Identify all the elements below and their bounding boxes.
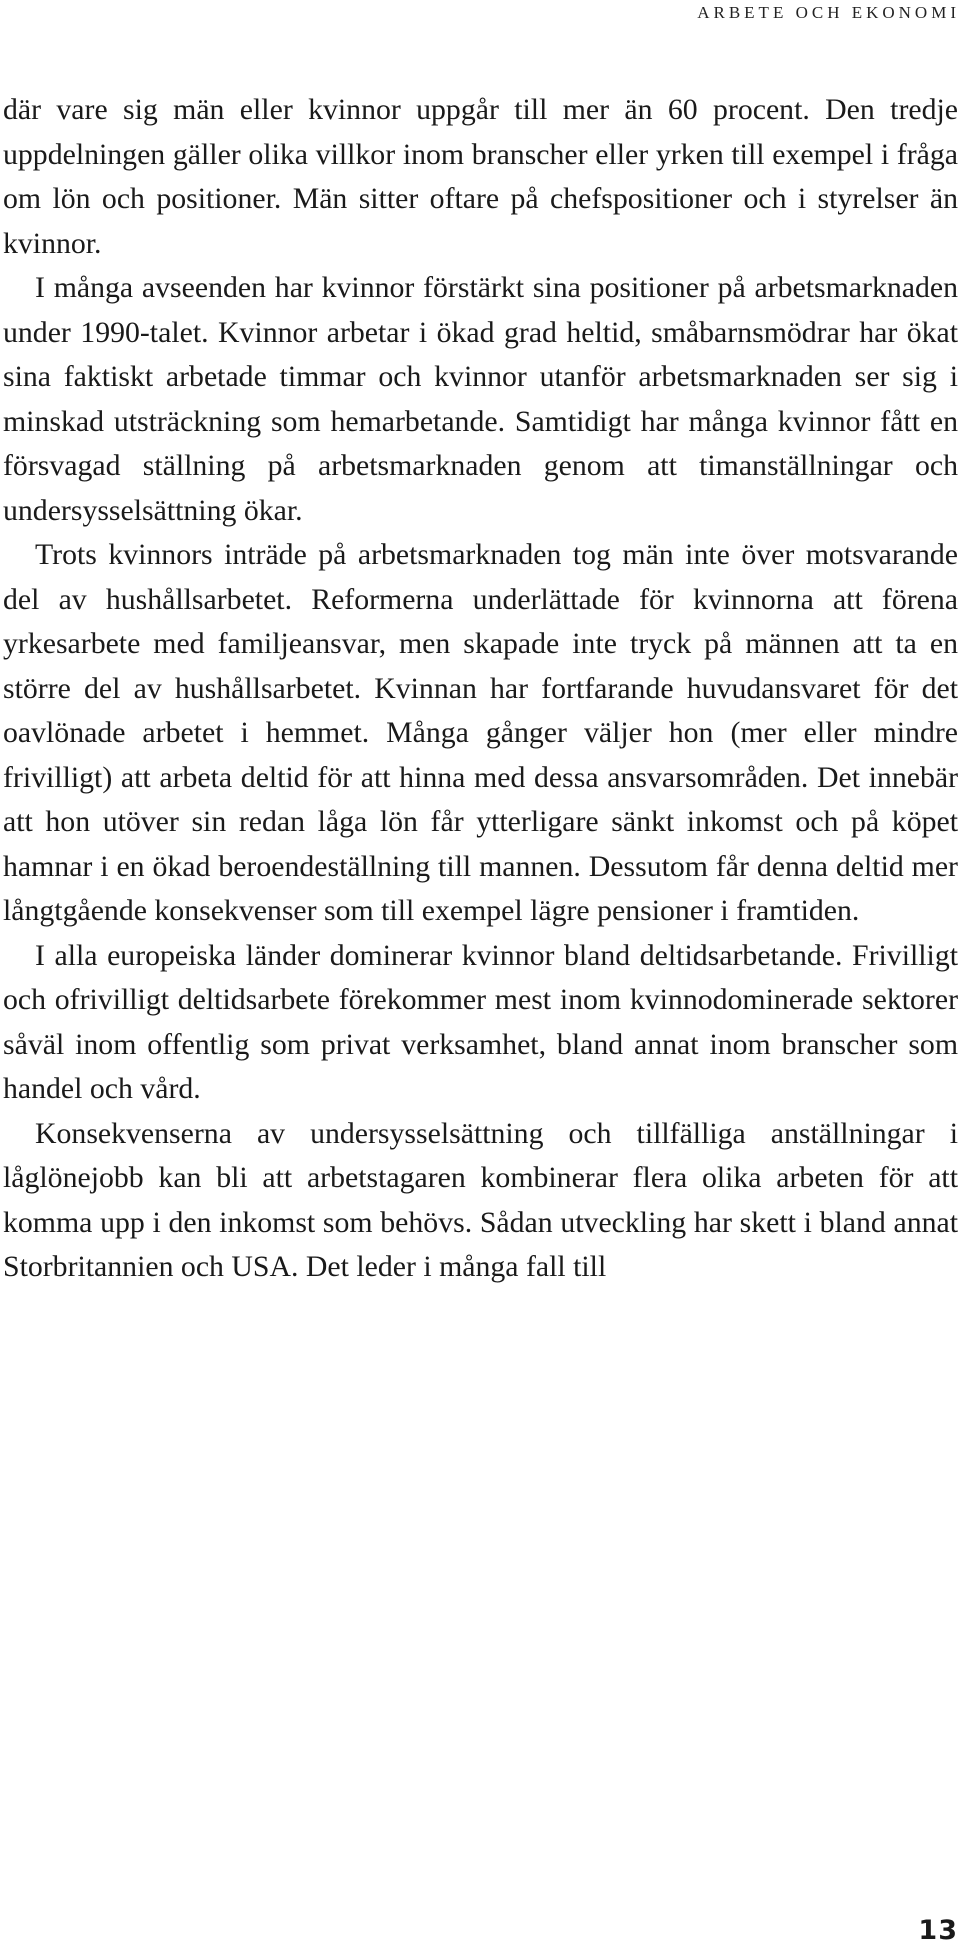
paragraph-5: Konsekvenserna av undersysselsättning och tillfälliga anställningar i låglönejobb kan bli att arbetstagaren kombinerar flera olika arbeten för att komma upp i den inkomst som behövs. Sådan utveckling har skett i bland annat Storbritannien och USA. Det leder i många fall till <box>3 1116 958 1283</box>
paragraph-2: I många avseenden har kvinnor förstärkt sina positioner på arbetsmarknaden under 1990-talet. Kvinnor arbetar i ökad grad heltid, småbarnsmödrar har ökat sina faktiskt arbetade timmar och kvinnor utanför arbetsmarknaden ser sig i minskad utsträckning som hemarbetande. Samtidigt har många kvinnor fått en försvagad ställning på arbetsmarknaden genom att timanställningar och undersysselsättning ökar. <box>3 271 958 527</box>
paragraph-1: där vare sig män eller kvinnor uppgår till mer än 60 procent. Den tredje uppdelningen gäller olika villkor inom branscher eller yrken till exempel i fråga om lön och positioner. Män sitter oftare på chefspositioner och i styrelser än kvinnor. <box>3 93 958 260</box>
paragraph-4: I alla europeiska länder dominerar kvinnor bland deltidsarbetande. Frivilligt och ofrivilligt deltidsarbete förekommer mest inom kvinnodominerade sektorer såväl inom offentlig som privat verksamhet, bland annat inom branscher som handel och vård. <box>3 938 958 1105</box>
running-header: ARBETE OCH EKONOMI <box>697 3 960 22</box>
paragraph-3: Trots kvinnors inträde på arbetsmarknaden tog män inte över motsvarande del av hushållsarbetet. Reformerna underlättade för kvinnorna att förena yrkesarbete med familjeansvar, men skapade inte tryck på männen att ta en större del av hushållsarbetet. Kvinnan har fortfarande huvudansvaret för det oavlönade arbetet i hemmet. Många gånger väljer hon (mer eller mindre frivilligt) att arbeta deltid för att hinna med dessa ansvarsområden. Det innebär att hon utöver sin redan låga lön får ytterligare sänkt inkomst och på köpet hamnar i en ökad beroendeställning till mannen. Dessutom får denna deltid mer långtgående konsekvenser som till exempel lägre pensioner i framtiden. <box>3 538 958 927</box>
page-number: 13 <box>918 1915 958 1946</box>
body-text <box>3 88 958 1290</box>
